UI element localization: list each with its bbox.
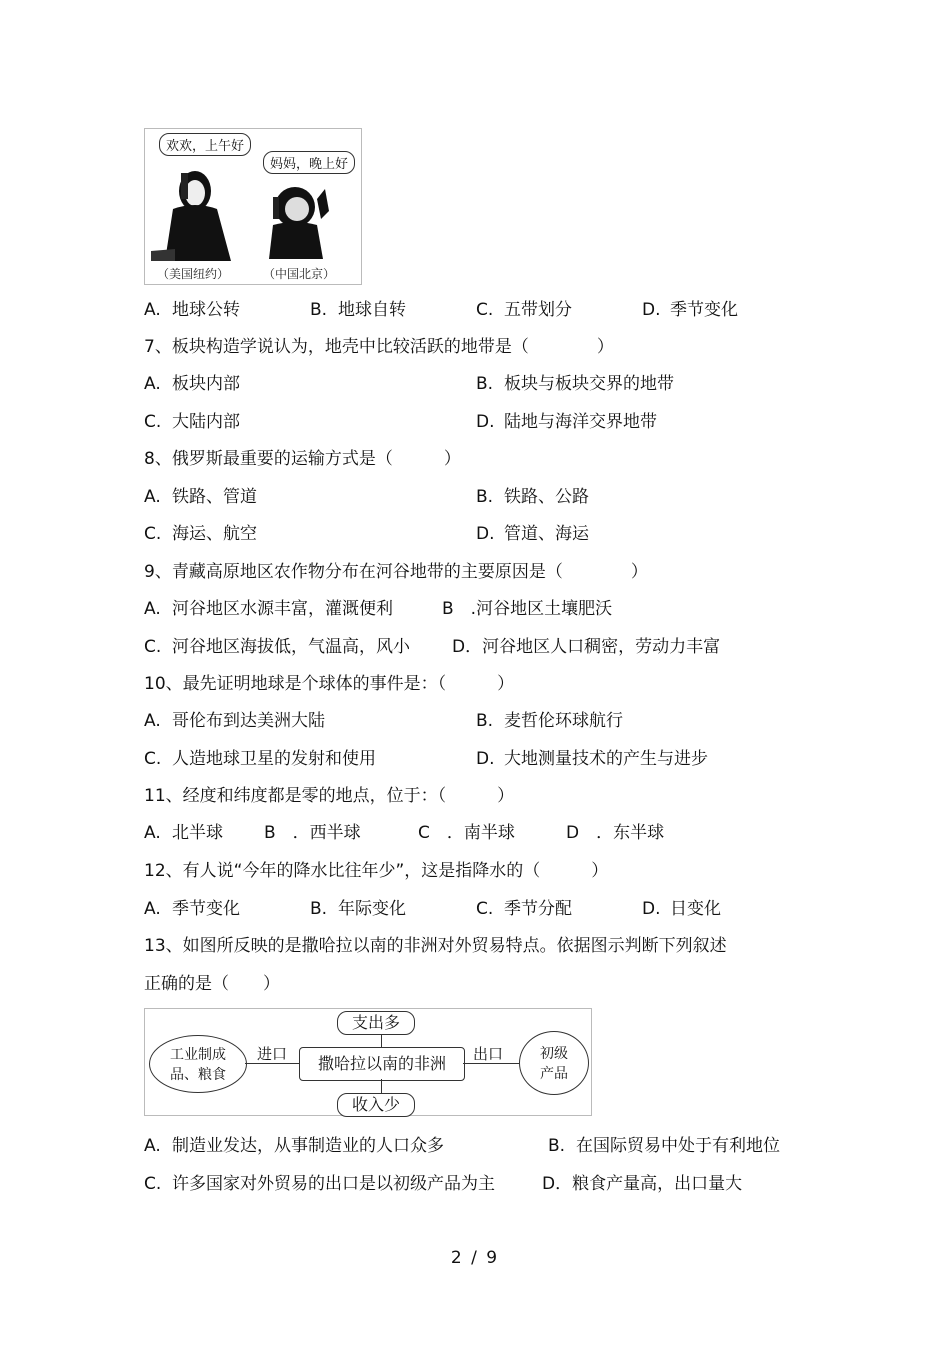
q8-option-b[interactable]: B. 铁路、公路: [476, 487, 589, 507]
speech-bubble-left: 欢欢，上午好: [159, 133, 251, 156]
q11-option-a[interactable]: A. 北半球: [144, 823, 223, 843]
q11-option-c[interactable]: C ．南半球: [418, 823, 515, 843]
page-indicator: 2 / 9: [450, 1248, 500, 1268]
q9-option-d[interactable]: D．河谷地区人口稠密，劳动力丰富: [452, 637, 721, 657]
export-label: 出口: [473, 1045, 504, 1063]
import-label: 进口: [257, 1045, 288, 1063]
q12-option-b[interactable]: B. 年际变化: [310, 899, 406, 919]
q10-stem: 10、最先证明地球是个球体的事件是：（ ）: [144, 674, 515, 694]
connector-top: [381, 1033, 382, 1047]
q13-stem-line1: 13、如图所反映的是撒哈拉以南的非洲对外贸易特点。依据图示判断下列叙述: [144, 936, 727, 956]
trade-diagram: [144, 1008, 592, 1116]
q9-stem: 9、青藏高原地区农作物分布在河谷地带的主要原因是（ ）: [144, 562, 648, 582]
speech-bubble-right: 妈妈，晚上好: [263, 151, 355, 174]
q7-option-a[interactable]: A. 板块内部: [144, 374, 240, 394]
people-on-phone-drawing: [145, 129, 361, 284]
q13-option-a[interactable]: A. 制造业发达，从事制造业的人口众多: [144, 1136, 444, 1156]
q9-option-c[interactable]: C. 河谷地区海拔低，气温高，风小: [144, 637, 410, 657]
box-sub-saharan-africa: 撒哈拉以南的非洲: [299, 1047, 465, 1081]
box-income-low: 收入少: [337, 1093, 415, 1117]
q8-stem: 8、俄罗斯最重要的运输方式是（ ）: [144, 449, 461, 469]
q9-option-b[interactable]: B .河谷地区土壤肥沃: [442, 599, 613, 619]
q7-option-d[interactable]: D. 陆地与海洋交界地带: [476, 412, 657, 432]
q12-option-c[interactable]: C. 季节分配: [476, 899, 572, 919]
q7-option-c[interactable]: C. 大陆内部: [144, 412, 240, 432]
oval-industrial-goods: 工业制成 品、粮食: [149, 1035, 247, 1093]
time-difference-illustration: [144, 128, 362, 285]
q11-option-d[interactable]: D ．东半球: [566, 823, 665, 843]
q13-stem-line2: 正确的是（ ）: [144, 974, 280, 994]
box-expenditure-high: 支出多: [337, 1011, 415, 1035]
caption-new-york: （美国纽约）: [157, 267, 230, 281]
q11-option-b[interactable]: B ．西半球: [264, 823, 361, 843]
q13-option-b[interactable]: B. 在国际贸易中处于有利地位: [548, 1136, 780, 1156]
q12-option-a[interactable]: A. 季节变化: [144, 899, 240, 919]
q6-option-c[interactable]: C. 五带划分: [476, 300, 572, 320]
q8-option-c[interactable]: C. 海运、航空: [144, 524, 257, 544]
connector-bottom: [381, 1079, 382, 1093]
oval-primary-products: 初级 产品: [519, 1031, 589, 1095]
q6-option-d[interactable]: D. 季节变化: [642, 300, 738, 320]
q10-option-c[interactable]: C. 人造地球卫星的发射和使用: [144, 749, 376, 769]
q11-stem: 11、经度和纬度都是零的地点，位于：（ ）: [144, 786, 515, 806]
q12-option-d[interactable]: D. 日变化: [642, 899, 721, 919]
q6-option-b[interactable]: B. 地球自转: [310, 300, 406, 320]
q8-option-d[interactable]: D. 管道、海运: [476, 524, 589, 544]
q13-option-c[interactable]: C. 许多国家对外贸易的出口是以初级产品为主: [144, 1174, 495, 1194]
q12-stem: 12、有人说“今年的降水比往年少”，这是指降水的（ ）: [144, 861, 609, 881]
q10-option-d[interactable]: D. 大地测量技术的产生与进步: [476, 749, 708, 769]
q9-option-a[interactable]: A. 河谷地区水源丰富，灌溉便利: [144, 599, 393, 619]
caption-beijing: （中国北京）: [263, 267, 336, 281]
q10-option-b[interactable]: B. 麦哲伦环球航行: [476, 711, 623, 731]
q7-option-b[interactable]: B. 板块与板块交界的地带: [476, 374, 674, 394]
q8-option-a[interactable]: A. 铁路、管道: [144, 487, 257, 507]
q7-stem: 7、板块构造学说认为，地壳中比较活跃的地带是（ ）: [144, 337, 614, 357]
q6-option-a[interactable]: A. 地球公转: [144, 300, 240, 320]
q10-option-a[interactable]: A. 哥伦布到达美洲大陆: [144, 711, 325, 731]
q13-option-d[interactable]: D．粮食产量高，出口量大: [542, 1174, 743, 1194]
